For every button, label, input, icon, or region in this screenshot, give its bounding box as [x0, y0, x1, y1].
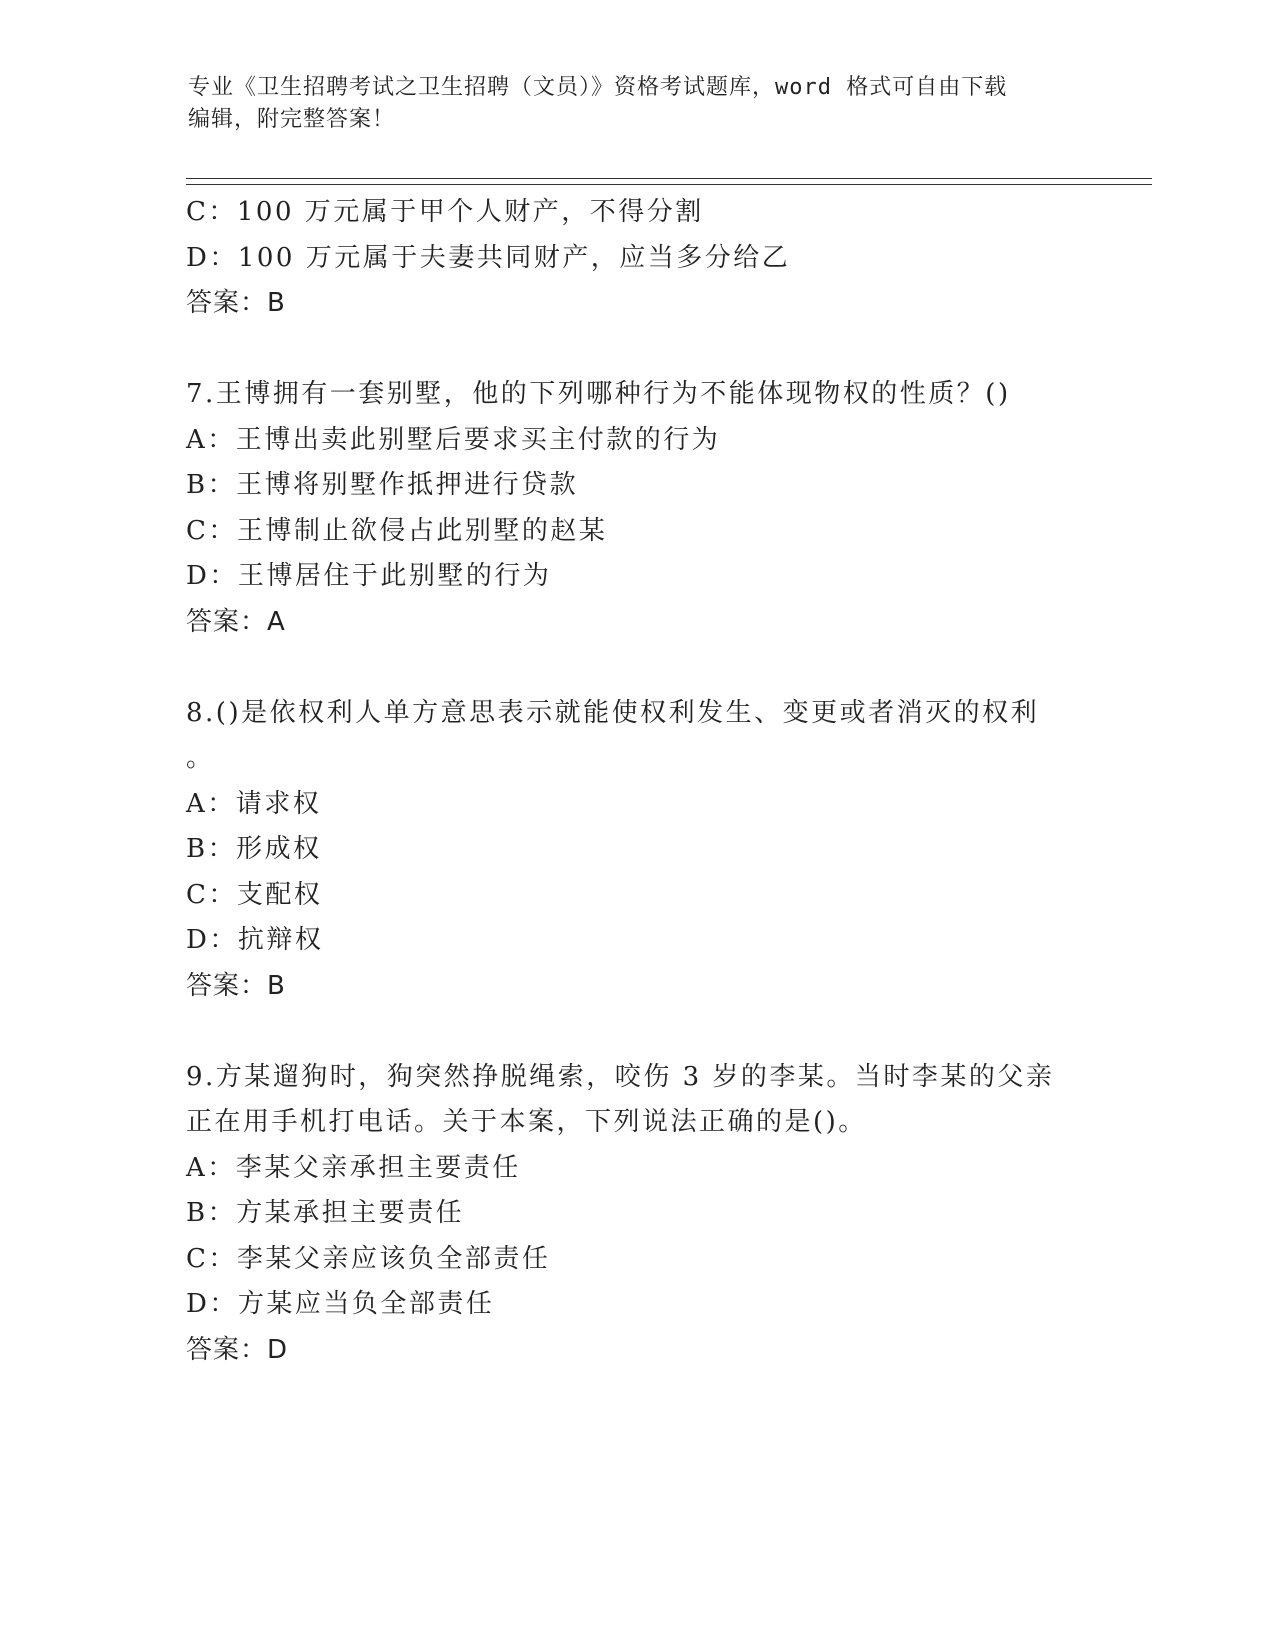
question-stem-continuation: 。: [186, 743, 215, 773]
question-list: [186, 190, 1086, 1373]
option-c: C：支配权: [186, 879, 323, 910]
question-stem-continuation: 正在用手机打电话。关于本案，下列说法正确的是()。: [186, 1107, 867, 1137]
option-c: C：王博制止欲侵占此别墅的赵某: [186, 515, 608, 546]
option-d: D：抗辩权: [186, 925, 324, 955]
option-a: A：请求权: [186, 788, 322, 819]
answer-line: 答案：D: [186, 1334, 289, 1365]
option-d: D：方某应当负全部责任: [186, 1289, 495, 1319]
header-double-rule: [186, 178, 1152, 185]
option-a: A：李某父亲承担主要责任: [186, 1152, 521, 1183]
option-b: B：形成权: [186, 834, 322, 864]
option-d: D：100 万元属于夫妻共同财产，应当多分给乙: [186, 242, 791, 273]
option-d: D：王博居住于此别墅的行为: [186, 561, 552, 591]
question-stem: 8.()是依权利人单方意思表示就能使权利发生、变更或者消灭的权利: [186, 697, 1040, 728]
option-a: A：王博出卖此别墅后要求买主付款的行为: [186, 424, 721, 455]
option-c: C：100 万元属于甲个人财产，不得分割: [186, 197, 704, 227]
answer-line: 答案：B: [186, 288, 286, 318]
question-fragment: [186, 190, 1086, 327]
header-line-2: 编辑，附完整答案！: [188, 107, 396, 132]
document-header: [188, 72, 1068, 136]
header-line-1: 专业《卫生招聘考试之卫生招聘（文员）》资格考试题库，word 格式可自由下载: [188, 75, 1008, 100]
question-9: [186, 1055, 1086, 1374]
option-b: B：王博将别墅作抵押进行贷款: [186, 470, 579, 500]
answer-line: 答案：A: [186, 606, 286, 637]
question-stem: 9.方某遛狗时，狗突然挣脱绳索，咬伤 3 岁的李某。当时李某的父亲: [186, 1061, 1055, 1092]
spacer: [186, 327, 1086, 373]
question-7: [186, 372, 1086, 645]
spacer: [186, 1009, 1086, 1055]
spacer: [186, 645, 1086, 691]
answer-line: 答案：B: [186, 970, 286, 1001]
question-stem: 7.王博拥有一套别墅，他的下列哪种行为不能体现物权的性质？(): [186, 379, 1011, 409]
question-8: [186, 691, 1086, 1010]
option-b: B：方某承担主要责任: [186, 1198, 465, 1228]
option-c: C：李某父亲应该负全部责任: [186, 1243, 551, 1274]
